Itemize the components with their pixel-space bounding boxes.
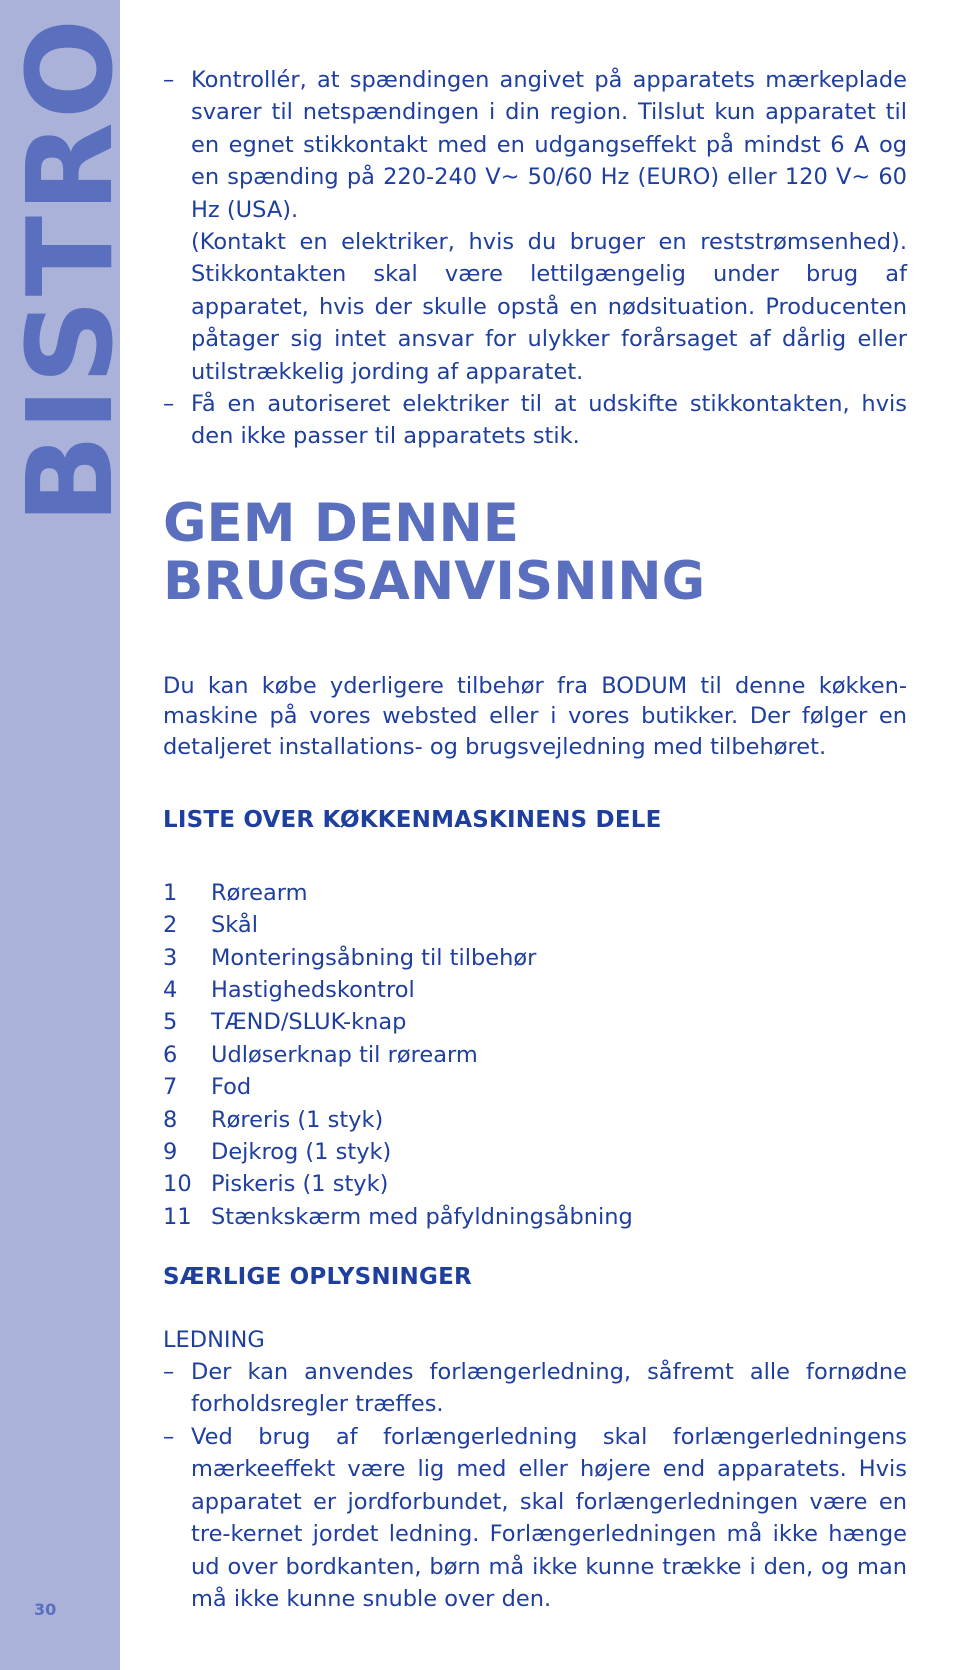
part-label: Dejkrog (1 styk) [211, 1139, 392, 1166]
bullet-dash: – [163, 1423, 175, 1450]
parts-list [163, 877, 907, 1233]
list-item [163, 1071, 907, 1103]
part-label: Stænkskærm med påfyldningsåbning [211, 1203, 633, 1230]
list-item [163, 877, 907, 909]
part-number: 10 [163, 1171, 192, 1198]
bullet-text: Der kan anvendes forlængerledning, såfremt alle fornødne forholdsregler træffes. [191, 1359, 907, 1418]
part-number: 5 [163, 1009, 178, 1036]
bullet-text: Ved brug af forlængerledning skal forlængerledningens mærkeeffekt være lig med eller højere end apparatets. Hvis apparatet er jordforbundet, skal forlængerledningen være en tre-kernet jordet ledning. Forlængerledningen må ikke hænge ud over bordkanten, børn må ikke kunne trække i den, og man må ikke kunne snuble over den. [191, 1423, 907, 1612]
part-label: Skål [211, 912, 258, 939]
part-label: Piskeris (1 styk) [211, 1171, 389, 1198]
list-item [163, 1136, 907, 1168]
part-number: 9 [163, 1139, 178, 1166]
list-item [163, 1168, 907, 1200]
list-item [163, 974, 907, 1006]
bullet-dash: – [163, 1359, 175, 1386]
part-number: 1 [163, 879, 178, 906]
part-label: Røreris (1 styk) [211, 1106, 384, 1133]
sidebar [0, 0, 139, 1670]
page-number: 30 [34, 1600, 57, 1619]
part-number: 4 [163, 977, 178, 1003]
part-number: 8 [163, 1106, 178, 1133]
bullet-text: Få en autoriseret elektriker til at udskifte stikkontakten, hvis den ikke passer til apparatets stik. [191, 391, 907, 450]
safety-bullet [163, 388, 907, 453]
bullet-text: Kontrollér, at spændingen angivet på apparatets mærkeplade svarer til netspændingen i din region. Tilslut kun apparatet til en egnet stikkontakt med en udgangseffekt på mindst 6 A og en spænding på 220-240 V~ 50/60 Hz (EURO) eller 120 V~ 60 Hz (USA). [191, 67, 907, 223]
part-number: 2 [163, 912, 178, 939]
part-number: 11 [163, 1203, 192, 1230]
special-info-heading: SÆRLIGE OPLYSNINGER [163, 1264, 472, 1291]
parts-heading: LISTE OVER KØKKENMASKINENS DELE [163, 807, 662, 834]
part-label: Udløserknap til rørearm [211, 1041, 478, 1068]
brand-logo-text: BISTRO [1, 15, 139, 525]
safety-bullet [163, 64, 907, 388]
part-label: Monteringsåbning til tilbehør [211, 944, 537, 971]
part-label: Hastighedskontrol [211, 977, 415, 1003]
part-number: 6 [163, 1041, 178, 1068]
intro-paragraph: Du kan købe yderligere tilbehør fra BODUM til denne køkken-maskine på vores websted eller i vores butikker. Der følger en detaljeret installations- og brugsvejledning med tilbehøret. [163, 672, 907, 760]
list-item [163, 1006, 907, 1038]
list-item [163, 942, 907, 974]
bullet-dash: – [163, 67, 175, 93]
list-item [163, 909, 907, 941]
list-item [163, 1104, 907, 1136]
cord-bullet [163, 1356, 907, 1421]
part-label: TÆND/SLUK-knap [211, 1009, 407, 1036]
part-label: Fod [211, 1074, 252, 1101]
bullet-text: (Kontakt en elektriker, hvis du bruger en reststrømsenhed). Stikkontakten skal være lettilgængelig under brug af apparatet, hvis der skulle opstå en nødsituation. Producenten påtager sig intet ansvar for ulykker forårsaget af dårlig eller utilstrækkelig jording af apparatet. [191, 229, 907, 385]
list-item [163, 1201, 907, 1233]
main-content [163, 64, 907, 1615]
cord-bullet [163, 1421, 907, 1615]
part-label: Rørearm [211, 879, 308, 906]
page-title-line: GEM DENNE [163, 492, 520, 554]
part-number: 7 [163, 1074, 178, 1101]
cord-subheading: LEDNING [163, 1326, 265, 1353]
page-title [163, 492, 907, 612]
page-title-line: BRUGSANVISNING [163, 550, 706, 612]
bullet-dash: – [163, 391, 175, 418]
part-number: 3 [163, 944, 178, 971]
list-item [163, 1039, 907, 1071]
